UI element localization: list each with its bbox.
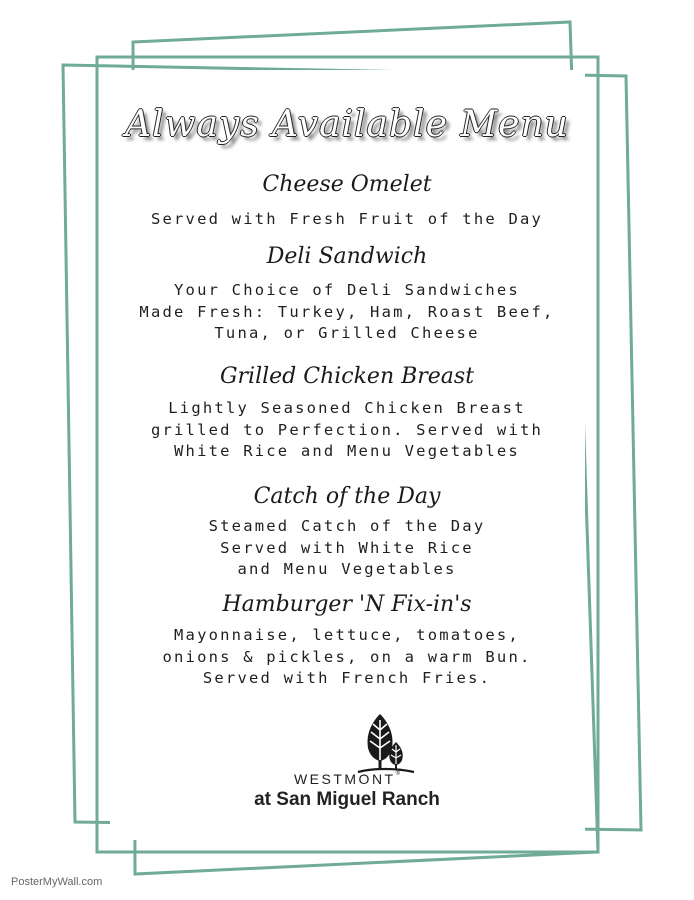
dish-name: Hamburger 'N Fix-in's xyxy=(222,592,472,617)
dish-description: Served with Fresh Fruit of the Day xyxy=(150,210,544,228)
dish-name: Grilled Chicken Breast xyxy=(219,364,475,389)
watermark: PosterMyWall.com xyxy=(11,876,103,888)
dish-description: Mayonnaise, lettuce, tomatoes, onions & pickles, on a warm Bun. Served with French Fries. xyxy=(162,626,532,687)
tree-logo-icon xyxy=(356,712,416,774)
dish-description: Your Choice of Deli Sandwiches Made Fresh: Turkey, Ham, Roast Beef, Tuna, or Grilled Cheese xyxy=(139,281,555,342)
dish-description: Lightly Seasoned Chicken Breast grilled to Perfection. Served with White Rice and Menu Vegetables xyxy=(150,399,544,460)
logo-brand: WESTMONT® xyxy=(293,771,401,787)
menu-title: Always Available Menu xyxy=(125,104,569,145)
dish-name: Cheese Omelet xyxy=(262,172,432,197)
logo-location: at San Miguel Ranch xyxy=(254,789,440,810)
dish-name: Catch of the Day xyxy=(253,484,441,509)
dish-name: Deli Sandwich xyxy=(266,244,428,269)
dish-description: Steamed Catch of the Day Served with White Rice and Menu Vegetables xyxy=(208,517,486,578)
